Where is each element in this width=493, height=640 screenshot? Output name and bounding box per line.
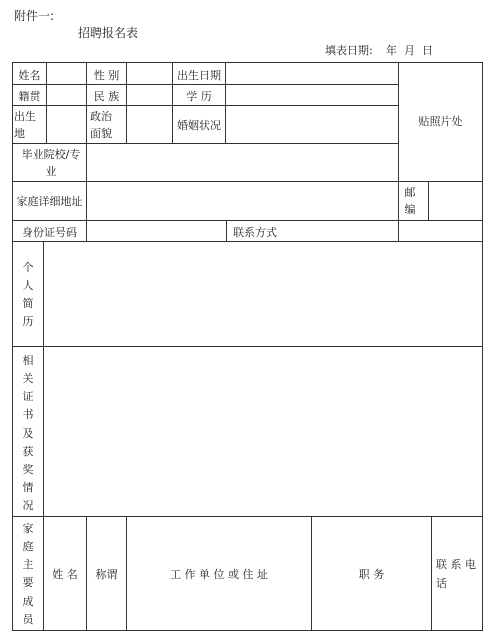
birthplace-label: 出生地 bbox=[14, 110, 36, 141]
family-col-position: 职 务 bbox=[358, 568, 385, 581]
address-label: 家庭详细地址 bbox=[16, 195, 83, 208]
family-col-name: 姓 名 bbox=[52, 568, 78, 581]
fill-date-month: 月 bbox=[404, 44, 415, 57]
attachment-label: 附件一: bbox=[14, 9, 55, 23]
certificates-label: 相关证书及获奖情况 bbox=[22, 354, 34, 513]
ethnicity-label: 民 族 bbox=[93, 90, 120, 103]
school-major-label: 毕业院校/专业 bbox=[21, 148, 81, 179]
political-status-label: 政治面貌 bbox=[90, 110, 112, 141]
birth-date-label: 出生日期 bbox=[177, 69, 221, 82]
form-title: 招聘报名表 bbox=[78, 26, 139, 40]
education-label: 学 历 bbox=[186, 90, 212, 103]
gender-label: 性 别 bbox=[93, 69, 120, 82]
family-col-workplace: 工 作 单 位 或 住 址 bbox=[170, 568, 268, 581]
contact-label: 联系方式 bbox=[233, 226, 277, 239]
fill-date-label: 填表日期: bbox=[325, 44, 373, 57]
family-col-relation: 称谓 bbox=[95, 568, 118, 581]
photo-placeholder: 贴照片处 bbox=[418, 115, 463, 128]
id-number-label: 身份证号码 bbox=[22, 226, 77, 239]
family-label: 家庭主要成员 bbox=[22, 522, 34, 626]
marital-status-label: 婚姻状况 bbox=[177, 119, 221, 132]
fill-date-day: 日 bbox=[422, 44, 433, 57]
name-label: 姓名 bbox=[18, 69, 41, 82]
postcode-label: 邮编 bbox=[404, 186, 416, 217]
fill-date-year: 年 bbox=[386, 44, 397, 57]
resume-label: 个人简历 bbox=[22, 261, 34, 329]
native-place-label: 籍贯 bbox=[18, 90, 41, 103]
family-col-phone: 联 系 电 话 bbox=[436, 558, 476, 591]
